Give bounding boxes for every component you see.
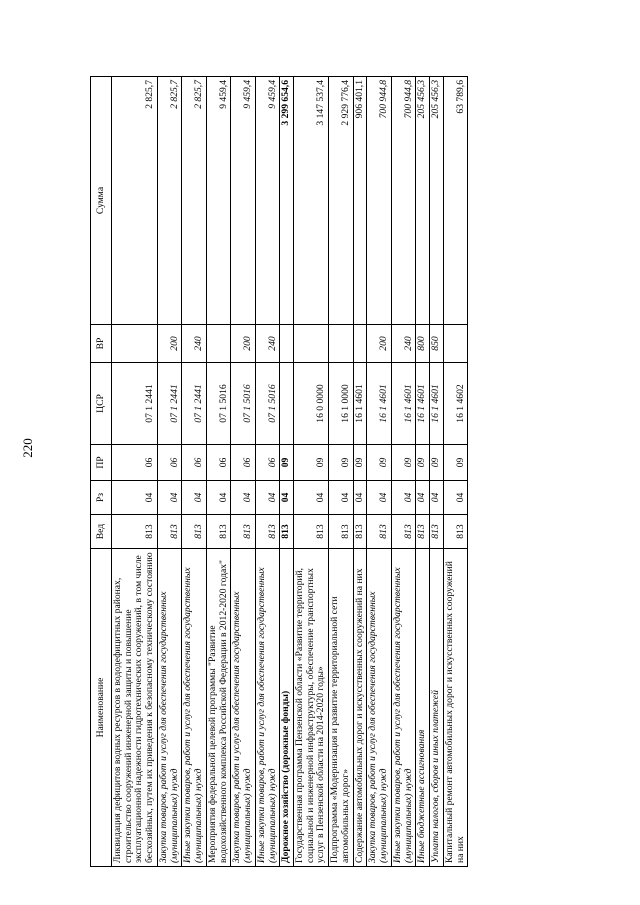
- table-row: [255, 77, 279, 867]
- row-name: Дорожное хозяйство (дорожные фонды): [280, 549, 294, 867]
- row-rz: 04: [294, 481, 329, 515]
- row-vr: 240: [182, 325, 206, 363]
- row-vr: [329, 325, 353, 363]
- table-row: [280, 77, 294, 867]
- row-pr: 09: [416, 445, 430, 481]
- row-sum: 700 944,8: [367, 77, 391, 325]
- row-ved: 813: [443, 515, 467, 549]
- table-header-row: [91, 77, 112, 867]
- row-sum: 2 929 776,4: [329, 77, 353, 325]
- row-ved: 813: [182, 515, 206, 549]
- row-rz: 04: [206, 481, 230, 515]
- row-name: Закупка товаров, работ и услуг для обеспечения государственных (муниципальных) нужд: [367, 549, 391, 867]
- table-row: [231, 77, 255, 867]
- row-name: Содержание автомобильных дорог и искусственных сооружений на них: [353, 549, 367, 867]
- row-vr: [280, 325, 294, 363]
- header-sum: Сумма: [91, 77, 112, 325]
- table-row: [329, 77, 353, 867]
- row-ved: 813: [255, 515, 279, 549]
- row-sum: 63 789,6: [443, 77, 467, 325]
- table-row: [157, 77, 181, 867]
- row-vr: [294, 325, 329, 363]
- row-vr: [353, 325, 367, 363]
- row-rz: 04: [157, 481, 181, 515]
- row-pr: 09: [430, 445, 444, 481]
- row-pr: 06: [112, 445, 158, 481]
- row-ved: 813: [206, 515, 230, 549]
- row-name: Иные закупки товаров, работ и услуг для обеспечения государственных (муниципальных) нужд: [391, 549, 415, 867]
- row-vr: [206, 325, 230, 363]
- row-rz: 04: [255, 481, 279, 515]
- row-rz: 04: [112, 481, 158, 515]
- row-vr: [112, 325, 158, 363]
- row-sum: 700 944,8: [391, 77, 415, 325]
- row-rz: 04: [280, 481, 294, 515]
- row-ved: 813: [367, 515, 391, 549]
- budget-table: [90, 76, 468, 867]
- row-ved: 813: [280, 515, 294, 549]
- row-name: Иные закупки товаров, работ и услуг для обеспечения государственных (муниципальных) нужд: [182, 549, 206, 867]
- row-name: Иные закупки товаров, работ и услуг для обеспечения государственных (муниципальных) нужд: [255, 549, 279, 867]
- row-csr: 16 1 0000: [329, 363, 353, 445]
- row-pr: 09: [294, 445, 329, 481]
- row-csr: 07 1 2441: [182, 363, 206, 445]
- row-vr: 240: [391, 325, 415, 363]
- row-ved: 813: [430, 515, 444, 549]
- row-pr: 09: [329, 445, 353, 481]
- row-csr: 16 1 4601: [353, 363, 367, 445]
- row-csr: 07 1 2441: [112, 363, 158, 445]
- row-rz: 04: [367, 481, 391, 515]
- row-name: Капитальный ремонт автомобильных дорог и искусственных сооружений на них: [443, 549, 467, 867]
- row-csr: 16 1 4601: [430, 363, 444, 445]
- row-rz: 04: [182, 481, 206, 515]
- row-vr: 800: [416, 325, 430, 363]
- row-sum: 2 825,7: [112, 77, 158, 325]
- row-name: Ликвидация дефицитов водных ресурсов в вододефицитных районах, строительство сооружений инженерной защиты и повышение эксплуатационной надежности гидротехнических сооружений, в том числе бесхозяйных, путем их приведения к безопасному техническому состоянию: [112, 549, 158, 867]
- row-csr: 16 1 4601: [416, 363, 430, 445]
- table-row: [416, 77, 430, 867]
- row-ved: 813: [416, 515, 430, 549]
- row-ved: 813: [157, 515, 181, 549]
- row-sum: 9 459,4: [255, 77, 279, 325]
- row-name: Закупка товаров, работ и услуг для обеспечения государственных (муниципальных) нужд: [157, 549, 181, 867]
- row-rz: 04: [391, 481, 415, 515]
- row-pr: 06: [255, 445, 279, 481]
- row-csr: 07 1 5016: [231, 363, 255, 445]
- row-vr: [443, 325, 467, 363]
- row-rz: 04: [416, 481, 430, 515]
- table-row: [353, 77, 367, 867]
- row-sum: 205 456,3: [416, 77, 430, 325]
- row-ved: 813: [112, 515, 158, 549]
- row-sum: 3 147 537,4: [294, 77, 329, 325]
- page-number: 220: [20, 438, 35, 458]
- row-vr: 200: [367, 325, 391, 363]
- header-rz: Рз: [91, 481, 112, 515]
- row-csr: 07 1 5016: [255, 363, 279, 445]
- row-sum: 205 456,3: [430, 77, 444, 325]
- table-row: [443, 77, 467, 867]
- row-name: Уплата налогов, сборов и иных платежей: [430, 549, 444, 867]
- row-name: Мероприятия федеральной целевой программы "Развитие водохозяйственного комплекса Российской Федерации в 2012-2020 годах": [206, 549, 230, 867]
- row-name: Подпрограмма «Модернизация и развитие территориальной сети автомобильных дорог»: [329, 549, 353, 867]
- table-row: [367, 77, 391, 867]
- row-pr: 06: [157, 445, 181, 481]
- row-csr: 07 1 2441: [157, 363, 181, 445]
- row-pr: 09: [280, 445, 294, 481]
- row-pr: 09: [353, 445, 367, 481]
- row-vr: 240: [255, 325, 279, 363]
- row-vr: 850: [430, 325, 444, 363]
- rotated-page-content: [90, 77, 548, 867]
- header-name: Наименование: [91, 549, 112, 867]
- row-name: Государственная программа Пензенской области «Развитие территорий, социальной и инженерной инфраструктуры, обеспечение транспортных услуг в Пензенской области на 2014-2020 годы»: [294, 549, 329, 867]
- table-row: [391, 77, 415, 867]
- row-sum: 9 459,4: [231, 77, 255, 325]
- row-ved: 813: [294, 515, 329, 549]
- table-row: [206, 77, 230, 867]
- table-row: [112, 77, 158, 867]
- row-csr: 16 1 4601: [367, 363, 391, 445]
- row-sum: 906 401,1: [353, 77, 367, 325]
- row-rz: 04: [443, 481, 467, 515]
- row-ved: 813: [329, 515, 353, 549]
- row-pr: 06: [206, 445, 230, 481]
- row-pr: 09: [391, 445, 415, 481]
- table-row: [430, 77, 444, 867]
- row-ved: 813: [391, 515, 415, 549]
- table-row: [182, 77, 206, 867]
- row-sum: 9 459,4: [206, 77, 230, 325]
- header-pr: ПР: [91, 445, 112, 481]
- row-name: Иные бюджетные ассигнования: [416, 549, 430, 867]
- row-rz: 04: [353, 481, 367, 515]
- row-sum: 2 825,7: [182, 77, 206, 325]
- header-vr: ВР: [91, 325, 112, 363]
- header-csr: ЦСР: [91, 363, 112, 445]
- table-row: [294, 77, 329, 867]
- row-sum: 3 299 654,6: [280, 77, 294, 325]
- row-vr: 200: [231, 325, 255, 363]
- row-ved: 813: [231, 515, 255, 549]
- row-csr: 07 1 5016: [206, 363, 230, 445]
- row-csr: [280, 363, 294, 445]
- row-csr: 16 1 4602: [443, 363, 467, 445]
- row-csr: 16 0 0000: [294, 363, 329, 445]
- row-pr: 06: [182, 445, 206, 481]
- row-sum: 2 825,7: [157, 77, 181, 325]
- row-name: Закупка товаров, работ и услуг для обеспечения государственных (муниципальных) нужд: [231, 549, 255, 867]
- row-pr: 09: [443, 445, 467, 481]
- row-rz: 04: [329, 481, 353, 515]
- header-ved: Вед: [91, 515, 112, 549]
- row-pr: 06: [231, 445, 255, 481]
- row-pr: 09: [367, 445, 391, 481]
- row-csr: 16 1 4601: [391, 363, 415, 445]
- row-rz: 04: [430, 481, 444, 515]
- row-vr: 200: [157, 325, 181, 363]
- row-ved: 813: [353, 515, 367, 549]
- row-rz: 04: [231, 481, 255, 515]
